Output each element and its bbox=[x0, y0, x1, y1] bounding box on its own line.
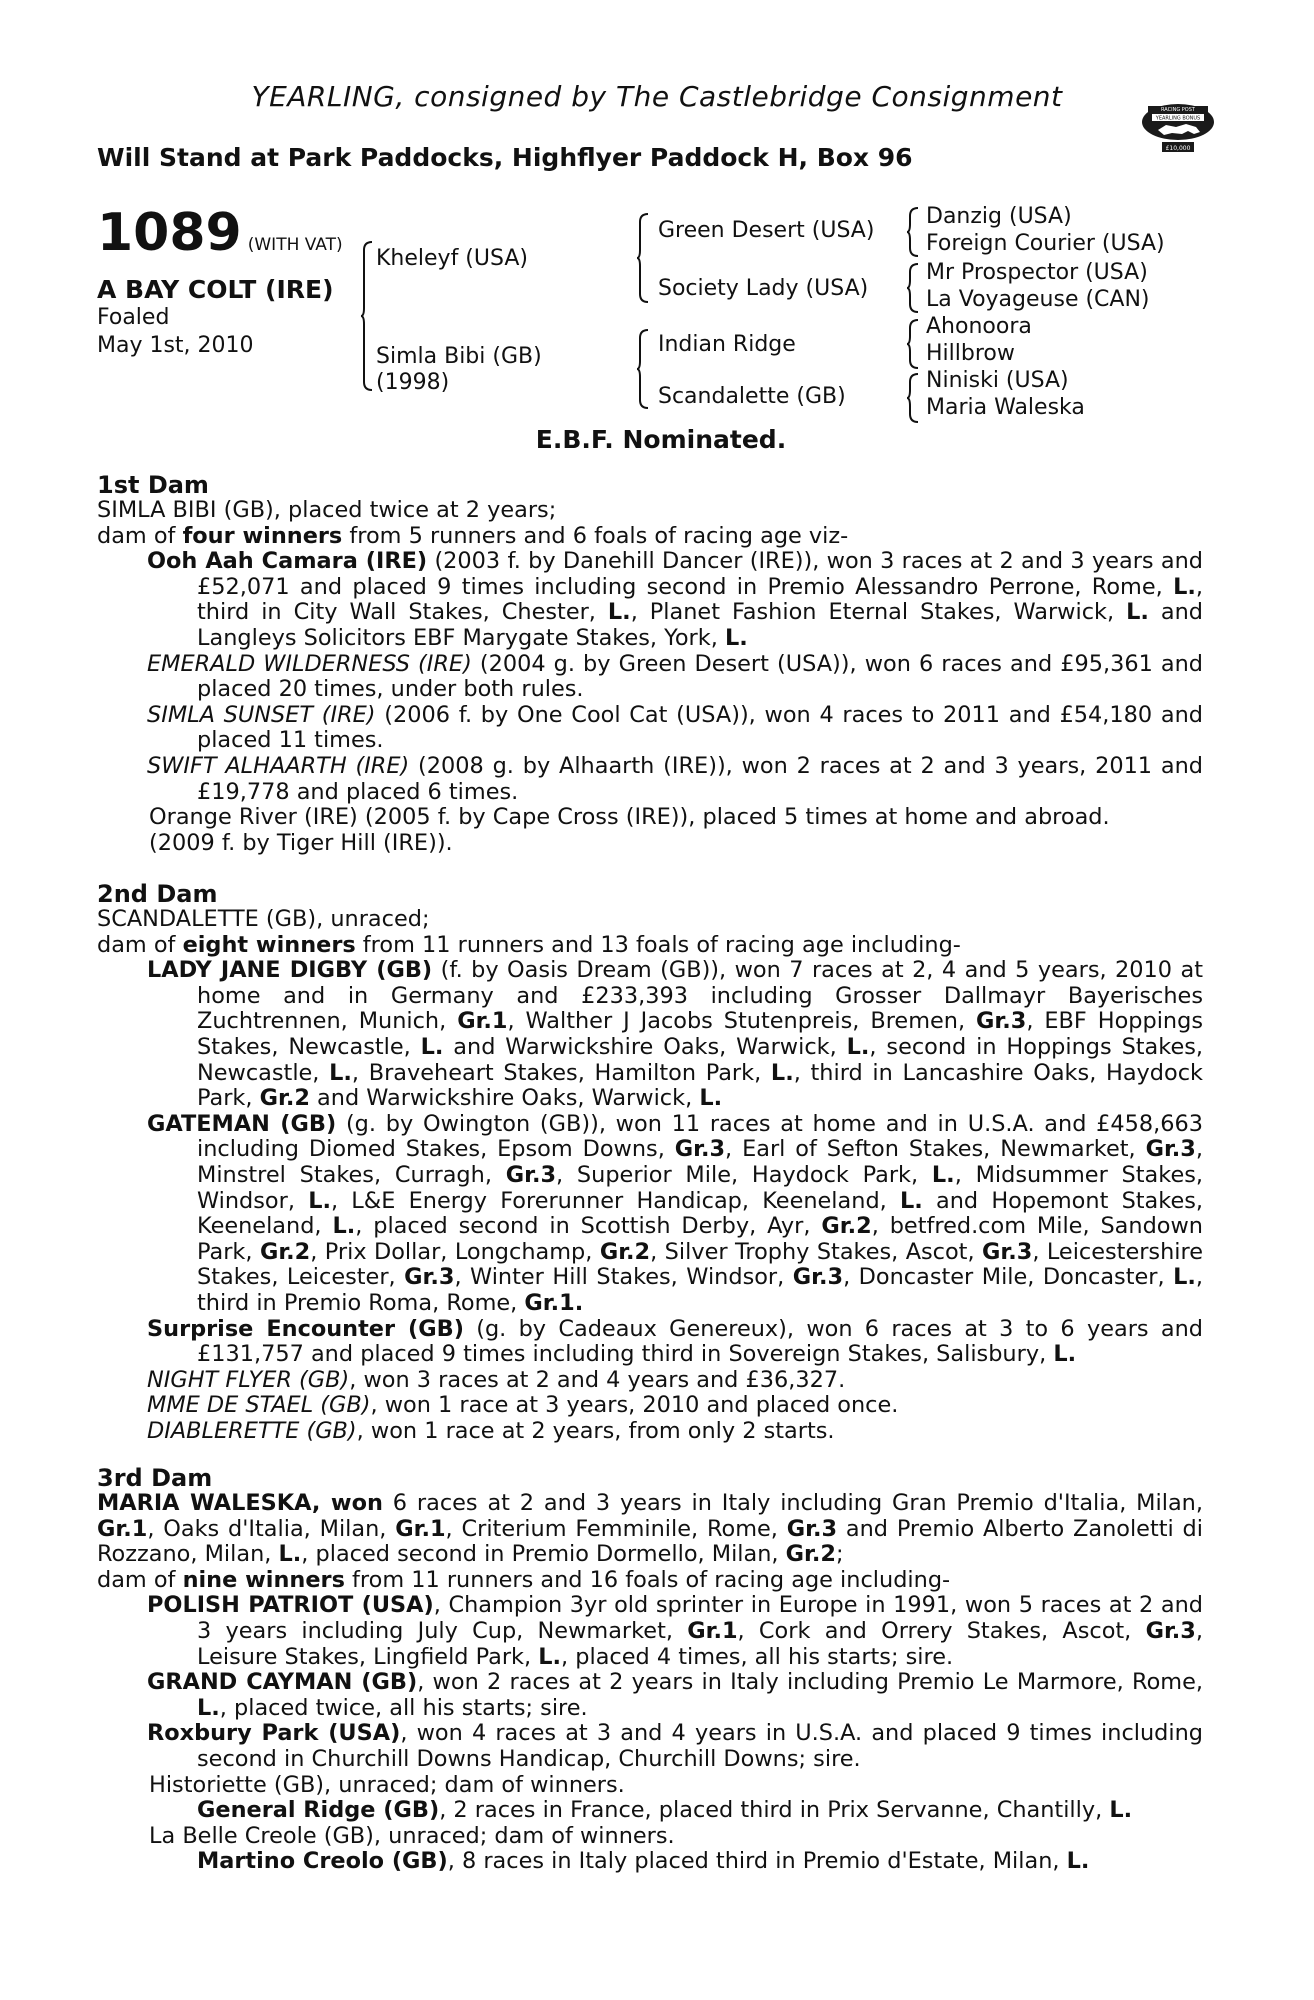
produce-record: Orange River (IRE) (2005 f. by Cape Cross (IRE)), placed 5 times at home and abroad. bbox=[149, 804, 1110, 831]
yearling-bonus-badge bbox=[1138, 96, 1218, 154]
pedigree-sire-dam: Society Lady (USA) bbox=[658, 276, 869, 301]
dam-intro: SCANDALETTE (GB), unraced; bbox=[97, 906, 430, 932]
horse-name: EMERALD WILDERNESS (IRE) bbox=[147, 650, 472, 677]
pedigree-dam-sire: Indian Ridge bbox=[658, 332, 796, 357]
text: , second in Hoppings Stakes, Newcastle, bbox=[197, 1033, 1204, 1086]
text: (2004 g. by Green Desert (USA)), won 6 races and £95,361 and placed 20 times, under both rules. bbox=[197, 650, 1204, 703]
race-grade: L. bbox=[1173, 573, 1196, 600]
dam-intro bbox=[97, 1491, 1203, 1568]
text: , Planet Fashion Eternal Stakes, Warwick, bbox=[630, 599, 1127, 626]
text: , won 1 race at 2 years, from only 2 starts. bbox=[356, 1417, 835, 1444]
horse-name: LADY JANE DIGBY (GB) bbox=[147, 957, 433, 984]
text: , EBF Hoppings Stakes, Newcastle, bbox=[197, 1008, 1203, 1060]
race-grade: L. bbox=[1173, 1264, 1196, 1291]
badge-middle-text: YEARLING BONUS bbox=[1155, 115, 1201, 122]
race-grade: L. bbox=[1066, 1848, 1090, 1875]
race-grade: L. bbox=[770, 1059, 794, 1086]
dam-summary bbox=[97, 1568, 1203, 1594]
pedigree-dam-year: (1998) bbox=[376, 370, 450, 395]
text: (g. by Owington (GB)), won 11 races at home and in U.S.A. and £458,663 including Diomed Stakes, Epsom Downs, bbox=[197, 1110, 1203, 1163]
produce-record: Historiette (GB), unraced; dam of winners. bbox=[149, 1771, 625, 1798]
text: , 8 races in Italy placed third in Premio d'Estate, Milan, bbox=[447, 1848, 1067, 1875]
produce-record bbox=[97, 1112, 1203, 1317]
race-grade: Gr.1 bbox=[687, 1617, 738, 1644]
text: ; bbox=[835, 1541, 844, 1568]
horse-name: POLISH PATRIOT (USA) bbox=[147, 1592, 434, 1619]
text: , Criterium Femminile, Rome, bbox=[445, 1515, 787, 1542]
text: , Cork and Orrery Stakes, Ascot, bbox=[737, 1617, 1146, 1644]
winners-count: nine winners bbox=[182, 1566, 345, 1593]
text: from 11 runners and 16 foals of racing age including- bbox=[344, 1566, 951, 1593]
pedigree-ss-dam: Foreign Courier (USA) bbox=[926, 231, 1165, 256]
produce-record bbox=[97, 1798, 1203, 1824]
stabling-location: Will Stand at Park Paddocks, Highflyer Paddock H, Box 96 bbox=[97, 143, 913, 172]
race-grade: Gr.3 bbox=[786, 1515, 838, 1542]
race-grade: Gr.2 bbox=[785, 1541, 836, 1568]
text: , 2 races in France, placed third in Prix Servanne, Chantilly, bbox=[439, 1797, 1110, 1824]
race-grade: L. bbox=[607, 599, 631, 626]
foaled-date: May 1st, 2010 bbox=[97, 333, 254, 358]
race-grade: L. bbox=[1053, 1341, 1077, 1368]
lot-vat: (WITH VAT) bbox=[247, 235, 343, 255]
text: , Earl of Sefton Stakes, Newmarket, bbox=[725, 1136, 1146, 1163]
section-heading: 3rd Dam bbox=[97, 1464, 213, 1492]
winners-count: four winners bbox=[182, 522, 343, 549]
race-grade: L. bbox=[538, 1643, 562, 1670]
pedigree-dd-dam: Maria Waleska bbox=[926, 395, 1085, 420]
race-grade: Gr.1 bbox=[524, 1289, 575, 1316]
page-header: YEARLING, consigned by The Castlebridge Consignment bbox=[251, 80, 1063, 113]
text: , Walther J Jacobs Stutenpreis, Bremen, bbox=[507, 1008, 977, 1035]
pedigree-sd-sire: Mr Prospector (USA) bbox=[926, 260, 1148, 285]
horse-name: GRAND CAYMAN (GB) bbox=[147, 1669, 418, 1696]
race-grade: L. bbox=[724, 624, 748, 651]
pedigree-brace bbox=[906, 372, 920, 424]
text: , Superior Mile, Haydock Park, bbox=[556, 1161, 932, 1188]
race-grade: Gr.3 bbox=[982, 1238, 1033, 1265]
pedigree-brace bbox=[636, 328, 650, 410]
dam-summary bbox=[97, 524, 1203, 550]
race-grade: L. bbox=[931, 1161, 955, 1188]
race-grade: L. bbox=[1109, 1797, 1133, 1824]
horse-name: General Ridge (GB) bbox=[197, 1797, 440, 1824]
race-grade: Gr.2 bbox=[599, 1238, 651, 1265]
text: , placed second in Premio Dormello, Milan, bbox=[301, 1541, 786, 1568]
lot-block bbox=[97, 205, 367, 360]
produce-record: (2009 f. by Tiger Hill (IRE)). bbox=[149, 829, 453, 856]
race-grade: Gr.1 bbox=[395, 1515, 446, 1542]
horse-name: Roxbury Park (USA) bbox=[147, 1720, 401, 1747]
text: , won 3 races at 2 and 4 years and £36,327. bbox=[349, 1366, 846, 1393]
race-grade: Gr.2 bbox=[259, 1085, 310, 1112]
text: , Champion 3yr old sprinter in Europe in 1991, won 5 races at 2 and 3 years including July Cup, Newmarket, bbox=[197, 1592, 1203, 1644]
text: 6 races at 2 and 3 years in Italy including Gran Premio d'Italia, Milan, bbox=[382, 1490, 1203, 1516]
produce-record bbox=[97, 754, 1203, 805]
text: , third in Premio Roma, Rome, bbox=[197, 1264, 1203, 1316]
text: , Doncaster Mile, Doncaster, bbox=[843, 1264, 1174, 1291]
text: from 11 runners and 13 foals of racing age including- bbox=[355, 931, 961, 958]
text: and Warwickshire Oaks, Warwick, bbox=[443, 1033, 847, 1060]
text: and Warwickshire Oaks, Warwick, bbox=[309, 1085, 700, 1112]
second-dam-section bbox=[97, 881, 1203, 1444]
produce-record bbox=[97, 1593, 1203, 1670]
pedigree-dam-dam: Scandalette (GB) bbox=[658, 384, 846, 409]
text: . bbox=[574, 1289, 584, 1316]
produce-record: La Belle Creole (GB), unraced; dam of winners. bbox=[149, 1822, 675, 1849]
race-grade: L. bbox=[329, 1059, 352, 1086]
text: , won 1 race at 3 years, 2010 and placed once. bbox=[370, 1392, 899, 1419]
produce-record bbox=[97, 1721, 1203, 1772]
race-grade: Gr.1 bbox=[457, 1008, 508, 1035]
pedigree-brace bbox=[906, 206, 920, 258]
pedigree-brace bbox=[906, 318, 920, 370]
text: and Hopemont Stakes, Keeneland, bbox=[197, 1187, 1204, 1240]
text: , L&E Energy Forerunner Handicap, Keeneland, bbox=[330, 1187, 900, 1214]
text: , won 2 races at 2 years in Italy including Premio Le Marmore, Rome, bbox=[417, 1669, 1203, 1696]
pedigree-sd-dam: La Voyageuse (CAN) bbox=[926, 287, 1150, 312]
horse-name: SWIFT ALHAARTH (IRE) bbox=[147, 752, 410, 779]
race-grade: L. bbox=[900, 1187, 923, 1214]
produce-record bbox=[97, 1393, 1203, 1419]
text: dam of bbox=[97, 931, 183, 958]
text: , won bbox=[311, 1490, 383, 1516]
race-grade: Gr.3 bbox=[505, 1161, 557, 1188]
pedigree-sire-sire: Green Desert (USA) bbox=[658, 218, 875, 243]
text: (2006 f. by One Cool Cat (USA)), won 4 races to 2011 and £54,180 and placed 11 times. bbox=[197, 701, 1204, 754]
produce-record bbox=[97, 1317, 1203, 1368]
third-dam-section bbox=[97, 1465, 1203, 1875]
produce-record bbox=[97, 652, 1203, 703]
produce-record bbox=[97, 549, 1203, 651]
produce-record bbox=[97, 1419, 1203, 1445]
text: , Leicestershire Stakes, Leicester, bbox=[197, 1238, 1204, 1291]
pedigree-dam: Simla Bibi (GB) bbox=[376, 344, 542, 369]
text: and Premio Alberto Zanoletti di Rozzano, Milan, bbox=[97, 1515, 1203, 1568]
race-grade: L. bbox=[699, 1085, 723, 1112]
horse-name: Martino Creolo (GB) bbox=[197, 1848, 448, 1875]
badge-bottom-text: £10,000 bbox=[1165, 145, 1191, 152]
text: (2008 g. by Alhaarth (IRE)), won 2 races at 2 and 3 years, 2011 and £19,778 and placed 6 times. bbox=[197, 752, 1203, 805]
pedigree-ds-sire: Ahonoora bbox=[926, 314, 1032, 339]
section-heading: 2nd Dam bbox=[97, 880, 218, 908]
text: (2003 f. by Danehill Dancer (IRE)), won 3 races at 2 and 3 years and £52,071 and placed 9 times including second in Premio Alessandro Perrone, Rome, bbox=[197, 548, 1204, 600]
pedigree-dd-sire: Niniski (USA) bbox=[926, 368, 1069, 393]
section-heading: 1st Dam bbox=[97, 471, 209, 499]
text: , placed second in Scottish Derby, Ayr, bbox=[355, 1213, 822, 1240]
text: , Prix Dollar, Longchamp, bbox=[310, 1238, 600, 1265]
produce-record bbox=[97, 1368, 1203, 1394]
text: , third in City Wall Stakes, Chester, bbox=[197, 573, 1203, 626]
horse-name: Ooh Aah Camara (IRE) bbox=[147, 548, 428, 575]
text: (g. by Cadeaux Genereux), won 6 races at 3 to 6 years and £131,757 and placed 9 times including third in Sovereign Stakes, Salisbury, bbox=[197, 1315, 1203, 1368]
text: , Winter Hill Stakes, Windsor, bbox=[454, 1264, 793, 1291]
text: , Midsummer Stakes, Windsor, bbox=[197, 1161, 1203, 1214]
race-grade: Gr.3 bbox=[404, 1264, 455, 1291]
race-grade: L. bbox=[420, 1033, 444, 1060]
race-grade: Gr.3 bbox=[976, 1008, 1027, 1035]
text: from 5 runners and 6 foals of racing age viz- bbox=[342, 522, 849, 549]
horse-name: MARIA WALESKA bbox=[97, 1490, 312, 1516]
race-grade: Gr.2 bbox=[821, 1213, 872, 1240]
text: , Oaks d'Italia, Milan, bbox=[147, 1515, 396, 1542]
produce-record bbox=[97, 703, 1203, 754]
race-grade: Gr.3 bbox=[1145, 1136, 1196, 1163]
lot-title: A BAY COLT (IRE) bbox=[97, 275, 334, 304]
text: , third in Lancashire Oaks, Haydock Park, bbox=[197, 1059, 1203, 1112]
foaled-label: Foaled bbox=[97, 305, 170, 330]
horse-name: SIMLA SUNSET (IRE) bbox=[147, 701, 376, 728]
ebf-nominated: E.B.F. Nominated. bbox=[535, 425, 787, 454]
text: , placed twice, all his starts; sire. bbox=[219, 1694, 588, 1721]
produce-record bbox=[97, 1670, 1203, 1721]
produce-record bbox=[97, 1849, 1203, 1875]
text: , Silver Trophy Stakes, Ascot, bbox=[650, 1238, 982, 1265]
horse-name: DIABLERETTE (GB) bbox=[147, 1417, 357, 1444]
race-grade: Gr.1 bbox=[97, 1515, 148, 1542]
race-grade: Gr.3 bbox=[792, 1264, 844, 1291]
text: (f. by Oasis Dream (GB)), won 7 races at 2, 4 and 5 years, 2010 at home and in Germany and £233,393 including Grosser Dallmayr Bayerisches Zuchtrennen, Munich, bbox=[197, 957, 1203, 1035]
race-grade: Gr.2 bbox=[259, 1238, 311, 1265]
text: , Braveheart Stakes, Hamilton Park, bbox=[351, 1059, 771, 1086]
text: and Langleys Solicitors EBF Marygate Stakes, York, bbox=[197, 599, 1203, 651]
text: , betfred.com Mile, Sandown Park, bbox=[197, 1213, 1203, 1265]
winners-count: eight winners bbox=[182, 931, 356, 958]
pedigree-sire: Kheleyf (USA) bbox=[376, 246, 529, 271]
race-grade: Gr.3 bbox=[674, 1136, 726, 1163]
text: , Leisure Stakes, Lingfield Park, bbox=[197, 1617, 1203, 1670]
pedigree-brace bbox=[906, 262, 920, 314]
race-grade: L. bbox=[308, 1187, 331, 1214]
pedigree-brace bbox=[636, 212, 650, 304]
text: , Minstrel Stakes, Curragh, bbox=[197, 1136, 1203, 1188]
dam-summary bbox=[97, 933, 1203, 959]
horse-name: MME DE STAEL (GB) bbox=[147, 1392, 371, 1419]
text: dam of bbox=[97, 522, 183, 549]
produce-record bbox=[97, 958, 1203, 1112]
race-grade: L. bbox=[278, 1541, 302, 1568]
first-dam-section bbox=[97, 472, 1203, 856]
race-grade: L. bbox=[332, 1213, 356, 1240]
horse-name: GATEMAN (GB) bbox=[147, 1110, 337, 1137]
pedigree-brace bbox=[360, 240, 374, 392]
horse-name: NIGHT FLYER (GB) bbox=[147, 1366, 350, 1393]
race-grade: L. bbox=[197, 1694, 220, 1721]
text: dam of bbox=[97, 1566, 183, 1593]
race-grade: L. bbox=[846, 1033, 870, 1060]
race-grade: L. bbox=[1126, 599, 1149, 626]
horse-name: Surprise Encounter (GB) bbox=[147, 1315, 464, 1342]
text: , won 4 races at 3 and 4 years in U.S.A. and placed 9 times including second in Churchill Downs Handicap, Churchill Downs; sire. bbox=[197, 1720, 1204, 1772]
race-grade: Gr.3 bbox=[1145, 1617, 1196, 1644]
pedigree-ss-sire: Danzig (USA) bbox=[926, 204, 1072, 229]
lot-number: 1089 bbox=[97, 203, 242, 263]
dam-intro: SIMLA BIBI (GB), placed twice at 2 years; bbox=[97, 497, 557, 523]
text: , placed 4 times, all his starts; sire. bbox=[561, 1643, 954, 1670]
pedigree-ds-dam: Hillbrow bbox=[926, 341, 1015, 366]
badge-top-text: RACING POST bbox=[1161, 107, 1195, 113]
